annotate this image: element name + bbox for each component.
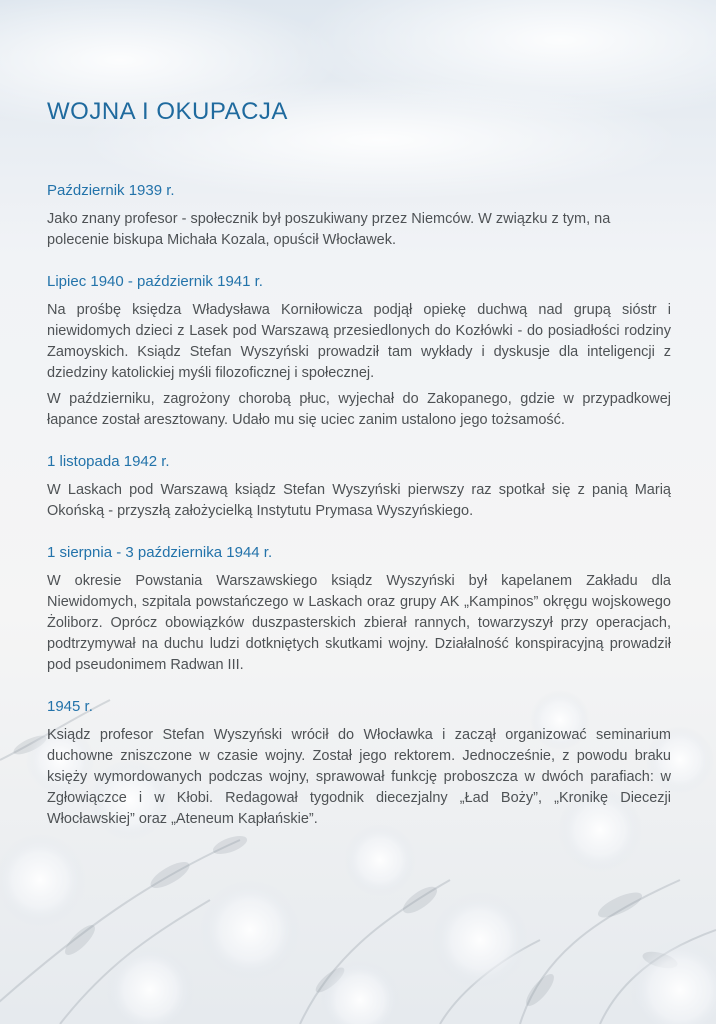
section-date: 1 sierpnia - 3 października 1944 r.: [47, 544, 273, 561]
section-july-1940: [47, 273, 671, 431]
section-paragraph: W okresie Powstania Warszawskiego ksiądz Wyszyński był kapelanem Zakładu dla Niewidomych, szpitala powstańczego w Laskach oraz grupy AK „Kampinos” okręgu wojskowego Żoliborz. Oprócz obowiązków duszpasterskich zbierał rannych, towarzyszył przy operacjach, podtrzymywał na duchu ludzi dotkniętych skutkami wojny. Działalność konspiracyjną prowadził pod pseudonimem Radwan III.: [47, 573, 671, 673]
section-paragraph: W październiku, zagrożony chorobą płuc, wyjechał do Zakopanego, gdzie w przypadkowej łapance został aresztowany. Udało mu się uciec zanim ustalono jego tożsamość.: [47, 391, 671, 428]
section-paragraph: Ksiądz profesor Stefan Wyszyński wrócił do Włocławka i zaczął organizować seminarium duchowne zniszczone w czasie wojny. Został jego rektorem. Jednocześnie, z powodu braku księży wymordowanych podczas wojny, sprawował funkcję proboszcza w dwóch parafiach: w Zgłowiączce i w Kłobi. Redagował tygodnik diecezjalny „Ład Boży”, „Kronikę Diecezji Włocławskiej” oraz „Ateneum Kapłańskie”.: [47, 727, 671, 827]
section-paragraph: Jako znany profesor - społecznik był poszukiwany przez Niemców. W związku z tym, na polecenie biskupa Michała Kozala, opuścił Włocławek.: [47, 211, 611, 248]
section-paragraph: Na prośbę księdza Władysława Korniłowicza podjął opiekę duchwą nad grupą sióstr i niewidomych dzieci z Lasek pod Warszawą przesiedlonych do Kozłówki - do posiadłości rodziny Zamoyskich. Ksiądz Stefan Wyszyński prowadził tam wykłady i dyskusje dla inteligencji z dziedziny katolickiej myśli filozoficznej i społecznej.: [47, 302, 671, 381]
section-august-1944: [47, 544, 671, 676]
section-date: 1945 r.: [47, 698, 93, 715]
section-paragraph: W Laskach pod Warszawą ksiądz Stefan Wyszyński pierwszy raz spotkał się z panią Marią Okońską - przyszłą założycielką Instytutu Prymasa Wyszyńskiego.: [47, 482, 671, 519]
section-october-1939: [47, 182, 671, 251]
section-date: Październik 1939 r.: [47, 182, 175, 199]
document-content: [47, 98, 671, 852]
section-1945: [47, 698, 671, 830]
section-date: 1 listopada 1942 r.: [47, 453, 170, 470]
section-november-1942: [47, 453, 671, 522]
section-date: Lipiec 1940 - październik 1941 r.: [47, 273, 263, 290]
page-title: WOJNA I OKUPACJA: [47, 98, 288, 125]
